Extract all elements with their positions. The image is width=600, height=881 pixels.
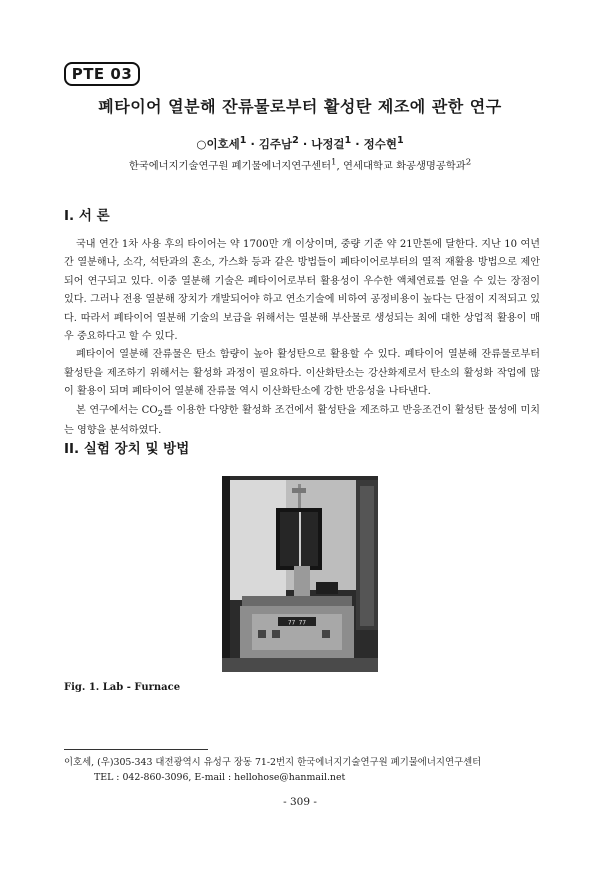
intro-paragraph-1: 국내 연간 1차 사용 후의 타이어는 약 1700만 개 이상이며, 중량 기준 약 21만톤에 달한다. 지난 10 여년간 열분해나, 소각, 석탄과의 혼소, 가스화 등과 같은 방법들이 폐타이어로부터의 열적 재활용 방법으로 제안되어 연구되고 있다. 이중 열분해 기술은 폐타이어로부터 활용성이 우수한 액체연료를 얻을 수 있는 장점이 있다. 그러나 전용 열분해 장치가 개발되어야 하고 연소기술에 비하여 공정비용이 높다는 단점이 지적되고 있다. 따라서 폐타이어 열분해 기술의 보급을 위해서는 열분해 부산물로 생성되는 최에 대한 상업적 활용이 매우 중요하다고 할 수 있다.	[64, 239, 540, 343]
photo-left-edge	[222, 476, 230, 672]
session-code-badge: PTE 03	[64, 62, 140, 86]
affiliation-1-mark: 1	[331, 157, 337, 168]
co2-subscript: 2	[157, 407, 164, 418]
footnote-contact: TEL : 042-860-3096, E-mail : hellohose@hanmail.net	[94, 772, 346, 783]
photo-rack-frame	[360, 486, 374, 626]
photo-controller-box	[316, 582, 338, 594]
figure-caption: Fig. 1. Lab - Furnace	[64, 682, 181, 693]
affiliations	[0, 157, 600, 172]
author-1: 이호세	[206, 136, 240, 151]
intro-body	[64, 236, 540, 440]
affiliation-1: 한국에너지기술연구원 폐기물에너지연구센터	[128, 160, 332, 172]
footnote-address: 이호세, (우)305-343 대전광역시 유성구 장동 71-2번지 한국에너지기술연구원 폐기물에너지연구센터	[64, 757, 482, 768]
author-4: 정수현	[363, 136, 397, 151]
photo-bench-top	[242, 596, 352, 606]
photo-floor	[222, 658, 378, 672]
intro-paragraph-2: 폐타이어 열분해 잔류물은 탄소 함량이 높아 활성탄으로 활용할 수 있다. 폐타이어 열분해 잔류물로부터 활성탄을 제조하기 위해서는 활성화 과정이 필요하다. 이산화탄소는 강산화제로서 탄소의 활성화 작업에 많이 활용이 되며 폐타이어 열분해 잔류물 역시 이산화탄소에 강한 반응성을 나타낸다.	[64, 349, 540, 398]
methods-heading: II. 실험 장치 및 방법	[64, 441, 190, 457]
photo-switch-2	[272, 630, 280, 638]
author-separator: ·	[298, 136, 312, 151]
author-4-affil: 1	[396, 135, 404, 146]
footnote	[64, 755, 481, 785]
photo-reactor-lower	[294, 566, 310, 596]
intro-paragraph-3-end: 를 이용한 다양한 활성화 조건에서 활성탄을 제조하고 반응조건이 활성탄 물성에 미치는 영향을 분석하였다.	[64, 404, 541, 437]
intro-paragraph-3	[64, 402, 540, 441]
intro-heading: I. 서 론	[64, 208, 110, 224]
intro-paragraph-3-start: 본 연구에서는 CO	[76, 404, 158, 416]
affiliation-2: , 연세대학교 화공생명공학과	[336, 160, 466, 172]
author-1-affil: 1	[239, 135, 247, 146]
author-2-affil: 2	[292, 135, 299, 146]
author-3-affil: 1	[344, 135, 352, 146]
photo-switch-3	[322, 630, 330, 638]
author-list	[0, 135, 600, 152]
presenter-mark: ○	[196, 136, 207, 151]
lab-furnace-photo	[222, 476, 378, 672]
author-3: 나정걸	[311, 136, 345, 151]
author-separator: ·	[351, 136, 364, 151]
page-number: - 309 -	[283, 796, 317, 808]
affiliation-2-mark: 2	[465, 157, 472, 168]
author-2: 김주남	[258, 136, 293, 151]
photo-switch-1	[258, 630, 266, 638]
photo-display-readout: 77 77	[287, 619, 307, 627]
photo-pipe-fitting	[292, 488, 306, 493]
author-separator: ·	[246, 136, 259, 151]
footnote-divider	[64, 749, 208, 750]
paper-title: 폐타이어 열분해 잔류물로부터 활성탄 제조에 관한 연구	[98, 97, 502, 116]
